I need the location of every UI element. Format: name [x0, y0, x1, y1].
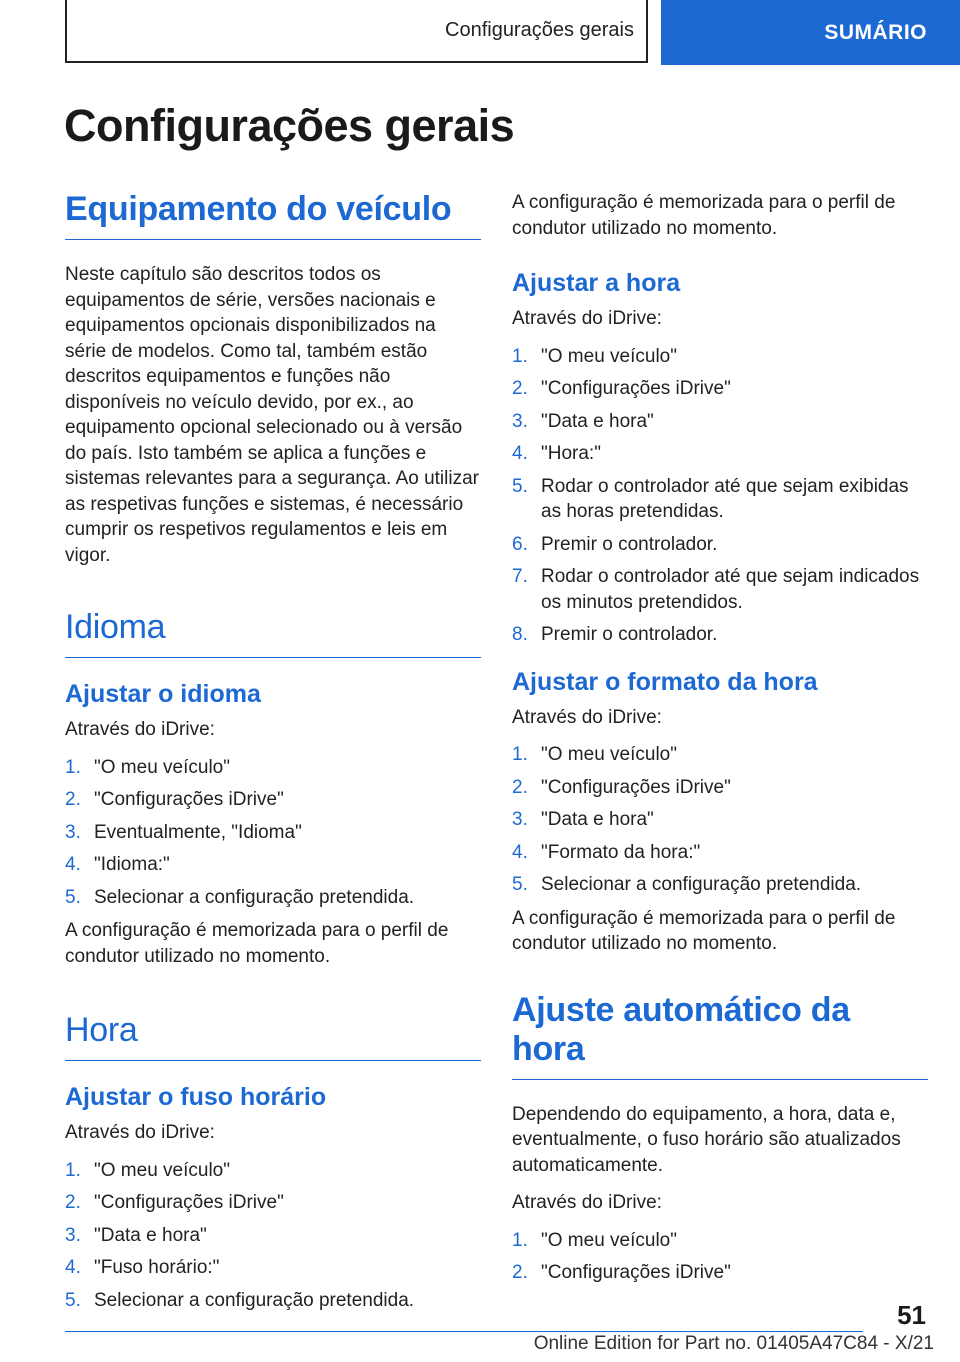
footer-edition: Online Edition for Part no. 01405A47C84 - X/21: [533, 1333, 934, 1354]
step-number: 4.: [65, 854, 81, 875]
step-text: "O meu veículo": [94, 756, 230, 778]
step-text: Premir o controlador.: [541, 624, 718, 645]
step-text: "Data e hora": [541, 410, 654, 432]
formato-note: A configuração é memorizada para o perfil de condutor utilizado no momento.: [512, 907, 896, 954]
ajuste-automatico-intro: Através do iDrive:: [512, 1192, 662, 1213]
list-item: [512, 872, 928, 898]
list-item: [512, 376, 928, 402]
idioma-steps: [65, 755, 481, 911]
step-text: "Hora:": [541, 443, 601, 464]
list-item: [65, 1158, 481, 1184]
step-text: "Configurações iDrive": [541, 378, 731, 399]
step-number: 4.: [65, 1257, 81, 1278]
step-text: Selecionar a configuração pretendida.: [541, 874, 862, 895]
step-text: Selecionar a configuração pretendida.: [94, 886, 415, 908]
step-number: 1.: [512, 744, 528, 765]
list-item: [512, 409, 928, 435]
idioma-intro: Através do iDrive:: [65, 719, 215, 740]
step-text: Premir o controlador.: [541, 533, 718, 555]
ajustar-hora-intro: Através do iDrive:: [512, 308, 662, 329]
step-text: "Idioma:": [94, 854, 170, 875]
list-item: [65, 885, 481, 911]
formato-intro: Através do iDrive:: [512, 706, 662, 728]
list-item: [512, 742, 928, 768]
list-item: [65, 755, 481, 781]
step-text: "O meu veículo": [541, 1229, 677, 1251]
section-heading-equipamento: Equipamento do veículo: [65, 190, 481, 240]
step-number: 2.: [512, 776, 528, 798]
page-title: Configurações gerais: [64, 100, 515, 151]
list-item: [512, 344, 928, 370]
fuso-steps: [65, 1158, 481, 1314]
list-item: [512, 564, 928, 615]
ajuste-automatico-steps: [512, 1228, 928, 1286]
subsection-heading-formato-hora: Ajustar o formato da hora: [512, 667, 818, 696]
step-number: 5.: [65, 886, 81, 908]
equipamento-body: Neste capítulo são descritos todos os equipamentos de série, versões nacionais e equipamentos opcionais disponibilizados na série de modelos. Como tal, também estão descritos equipamentos e funções não disponíveis no veículo devido, por ex., ao equipamento opcional selecionado ou à versão do país. Isto também se aplica a funções e sistemas relevantes para a segurança. Ao utilizar as respetivas funções e sistemas, é necessário cumprir os respetivos regulamentos e leis em vigor.: [65, 264, 479, 566]
footer-divider: [65, 1331, 863, 1332]
subsection-heading-ajustar-idioma: Ajustar o idioma: [65, 680, 261, 708]
step-number: 1.: [512, 345, 528, 367]
list-item: [512, 807, 928, 833]
step-text: "O meu veículo": [94, 1159, 230, 1181]
step-text: "Configurações iDrive": [541, 776, 731, 798]
step-text: "Configurações iDrive": [94, 789, 284, 810]
left-column: [65, 190, 481, 1321]
fuso-intro: Através do iDrive:: [65, 1122, 215, 1143]
step-number: 6.: [512, 533, 528, 555]
step-number: 5.: [512, 874, 528, 895]
fuso-note: A configuração é memorizada para o perfil de condutor utilizado no momento.: [512, 192, 896, 239]
header-section-tab: [65, 0, 648, 63]
list-item: [65, 852, 481, 878]
list-item: [65, 820, 481, 846]
step-number: 2.: [512, 1262, 528, 1283]
step-number: 1.: [65, 1159, 81, 1181]
summary-button-label: SUMÁRIO: [824, 20, 927, 44]
list-item: [512, 532, 928, 558]
list-item: [65, 787, 481, 813]
step-number: 5.: [65, 1289, 81, 1311]
list-item: [512, 840, 928, 866]
step-number: 1.: [512, 1229, 528, 1251]
list-item: [65, 1288, 481, 1314]
list-item: [512, 775, 928, 801]
section-heading-ajuste-automatico: Ajuste automático da hora: [512, 991, 928, 1080]
step-text: "Data e hora": [94, 1224, 207, 1246]
step-text: "Configurações iDrive": [541, 1262, 731, 1283]
idioma-note: A configuração é memorizada para o perfil de condutor utilizado no momento.: [65, 920, 449, 967]
step-number: 7.: [512, 566, 528, 587]
step-number: 2.: [65, 1192, 81, 1213]
ajuste-automatico-body: Dependendo do equipamento, a hora, data e, eventualmente, o fuso horário são atualizados automaticamente.: [512, 1103, 901, 1176]
list-item: [512, 622, 928, 648]
step-number: 3.: [512, 410, 528, 432]
right-column: [512, 190, 928, 1294]
page-number: 51: [897, 1300, 926, 1330]
step-text: "O meu veículo": [541, 744, 677, 765]
list-item: [512, 441, 928, 467]
step-text: Rodar o controlador até que sejam exibidas as horas pretendidas.: [541, 475, 909, 522]
step-number: 3.: [512, 809, 528, 830]
step-number: 5.: [512, 475, 528, 497]
formato-steps: [512, 742, 928, 898]
step-text: "Configurações iDrive": [94, 1192, 284, 1213]
list-item: [65, 1255, 481, 1281]
summary-button[interactable]: [661, 0, 960, 65]
step-number: 4.: [512, 443, 528, 464]
step-number: 8.: [512, 624, 528, 645]
step-number: 2.: [512, 378, 528, 399]
subsection-heading-fuso-horario: Ajustar o fuso horário: [65, 1083, 327, 1111]
step-number: 2.: [65, 789, 81, 810]
step-text: Eventualmente, "Idioma": [94, 821, 302, 843]
subsection-heading-ajustar-hora: Ajustar a hora: [512, 269, 681, 297]
step-number: 4.: [512, 841, 528, 863]
list-item: [512, 1228, 928, 1254]
step-number: 3.: [65, 821, 81, 843]
list-item: [65, 1190, 481, 1216]
ajustar-hora-steps: [512, 344, 928, 648]
step-number: 3.: [65, 1224, 81, 1246]
step-text: Rodar o controlador até que sejam indicados os minutos pretendidos.: [541, 566, 920, 613]
step-text: "Formato da hora:": [541, 841, 701, 863]
step-text: "Fuso horário:": [94, 1257, 220, 1278]
section-heading-hora: Hora: [65, 1011, 481, 1061]
step-text: Selecionar a configuração pretendida.: [94, 1289, 415, 1311]
step-number: 1.: [65, 756, 81, 778]
step-text: "Data e hora": [541, 809, 654, 830]
step-text: "O meu veículo": [541, 345, 677, 367]
list-item: [65, 1223, 481, 1249]
list-item: [512, 474, 928, 525]
list-item: [512, 1260, 928, 1286]
header-section-title: Configurações gerais: [445, 19, 634, 41]
section-heading-idioma: Idioma: [65, 608, 481, 658]
